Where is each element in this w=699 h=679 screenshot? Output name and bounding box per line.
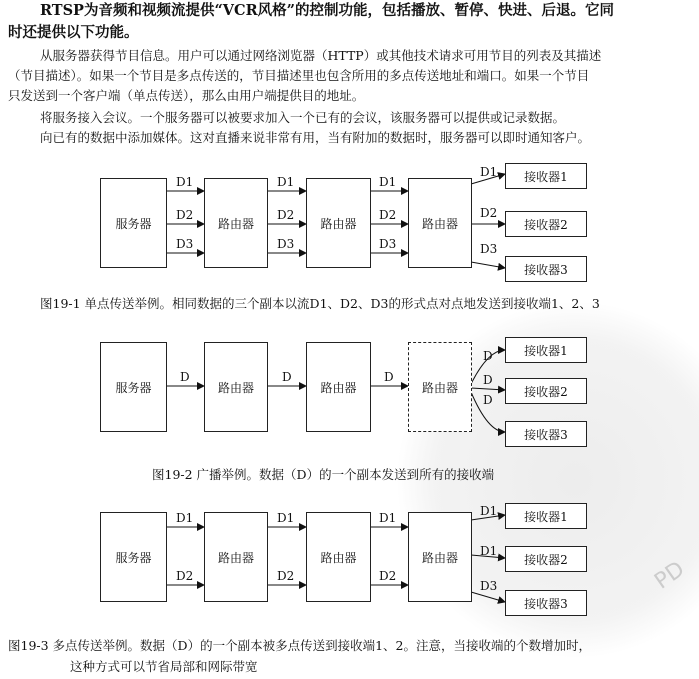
fig1-caption: 图19-1 单点传送举例。相同数据的三个副本以流D1、D2、D3的形式点对点地发送到接收端1、2、3 xyxy=(40,296,600,311)
fig3-caption-line-1: 图19-3 多点传送举例。数据（D）的一个副本被多点传送到接收端1、2。注意，当接收端的个数增加时， xyxy=(8,638,591,653)
fig1-receiver-1: 接收器1 xyxy=(505,163,587,189)
fig3-label-d1-a: D1 xyxy=(176,511,194,525)
fig2-router-3: 路由器 xyxy=(408,342,472,432)
fig3-receiver-3: 接收器3 xyxy=(505,590,587,616)
intro-line-2: 时还提供以下功能。 xyxy=(8,24,139,41)
fig1-router-2: 路由器 xyxy=(306,178,371,268)
intro-item-2: 将服务接入会议。一个服务器可以被要求加入一个已有的会议，该服务器可以提供或记录数据。 xyxy=(40,110,566,125)
fig1-server: 服务器 xyxy=(100,178,167,268)
fig1-router-1: 路由器 xyxy=(204,178,268,268)
fig1-label-d3-d: D3 xyxy=(480,242,498,256)
fig1-label-d2-b: D2 xyxy=(277,208,295,222)
fig3-label-d2-a: D2 xyxy=(176,569,194,583)
fig2-receiver-1: 接收器1 xyxy=(505,337,587,363)
fig1-label-d2-a: D2 xyxy=(176,208,194,222)
fig3-router-2: 路由器 xyxy=(306,512,371,602)
intro-item-1a: 从服务器获得节目信息。用户可以通过网络浏览器（HTTP）或其他技术请求可用节目的列表及其描述 xyxy=(40,48,602,63)
fig3-router-3: 路由器 xyxy=(408,512,472,602)
fig1-label-d2-c: D2 xyxy=(379,208,397,222)
fig1-receiver-3: 接收器3 xyxy=(505,256,587,282)
fig1-label-d2-d: D2 xyxy=(480,206,498,220)
fig3-server: 服务器 xyxy=(100,512,167,602)
fig3-label-d1-e: D1 xyxy=(480,544,498,558)
fig1-label-d1-b: D1 xyxy=(277,175,295,189)
intro-line-1: RTSP为音频和视频流提供“VCR风格”的控制功能，包括播放、暂停、快进、后退。它同 xyxy=(40,2,614,19)
fig2-router-1: 路由器 xyxy=(204,342,268,432)
intro-item-3: 向已有的数据中添加媒体。这对直播来说非常有用，当有附加的数据时，服务器可以即时通知客户。 xyxy=(40,130,591,145)
fig2-server: 服务器 xyxy=(100,342,167,432)
fig2-caption: 图19-2 广播举例。数据（D）的一个副本发送到所有的接收端 xyxy=(152,467,495,482)
fig3-label-d1-d: D1 xyxy=(480,504,498,518)
fig1-label-d1-c: D1 xyxy=(379,175,397,189)
fig1-label-d3-a: D3 xyxy=(176,237,194,251)
fig3-caption-line-2: 这种方式可以节省局部和网际带宽 xyxy=(70,659,258,674)
fig2-label-d-b: D xyxy=(282,370,292,384)
fig3-router-1: 路由器 xyxy=(204,512,268,602)
fig1-router-3: 路由器 xyxy=(408,178,472,268)
fig3-label-d1-c: D1 xyxy=(379,511,397,525)
fig3-label-d1-b: D1 xyxy=(277,511,295,525)
intro-item-1b: （节目描述）。如果一个节目是多点传送的，节目描述里也包含所用的多点传送地址和端口。如果一个节目 xyxy=(8,68,590,83)
fig3-label-d3-d: D3 xyxy=(480,579,498,593)
fig2-label-d-e: D xyxy=(483,373,493,387)
fig1-receiver-2: 接收器2 xyxy=(505,211,587,237)
fig1-label-d3-c: D3 xyxy=(379,237,397,251)
fig2-label-d-d: D xyxy=(483,349,493,363)
fig3-receiver-2: 接收器2 xyxy=(505,546,587,572)
fig3-label-d2-b: D2 xyxy=(277,569,295,583)
fig2-receiver-3: 接收器3 xyxy=(505,421,587,447)
fig2-router-2: 路由器 xyxy=(306,342,371,432)
fig2-receiver-2: 接收器2 xyxy=(505,378,587,404)
fig2-label-d-a: D xyxy=(180,370,190,384)
fig3-label-d2-c: D2 xyxy=(379,569,397,583)
intro-item-1c: 只发送到一个客户端（单点传送），那么由用户端提供目的地址。 xyxy=(8,88,365,103)
watermark-text: PD xyxy=(650,556,690,595)
fig1-label-d1-d: D1 xyxy=(480,165,498,179)
fig2-label-d-c: D xyxy=(384,370,394,384)
fig1-label-d1-a: D1 xyxy=(176,175,194,189)
fig1-label-d3-b: D3 xyxy=(277,237,295,251)
fig2-label-d-f: D xyxy=(483,393,493,407)
fig3-receiver-1: 接收器1 xyxy=(505,503,587,529)
